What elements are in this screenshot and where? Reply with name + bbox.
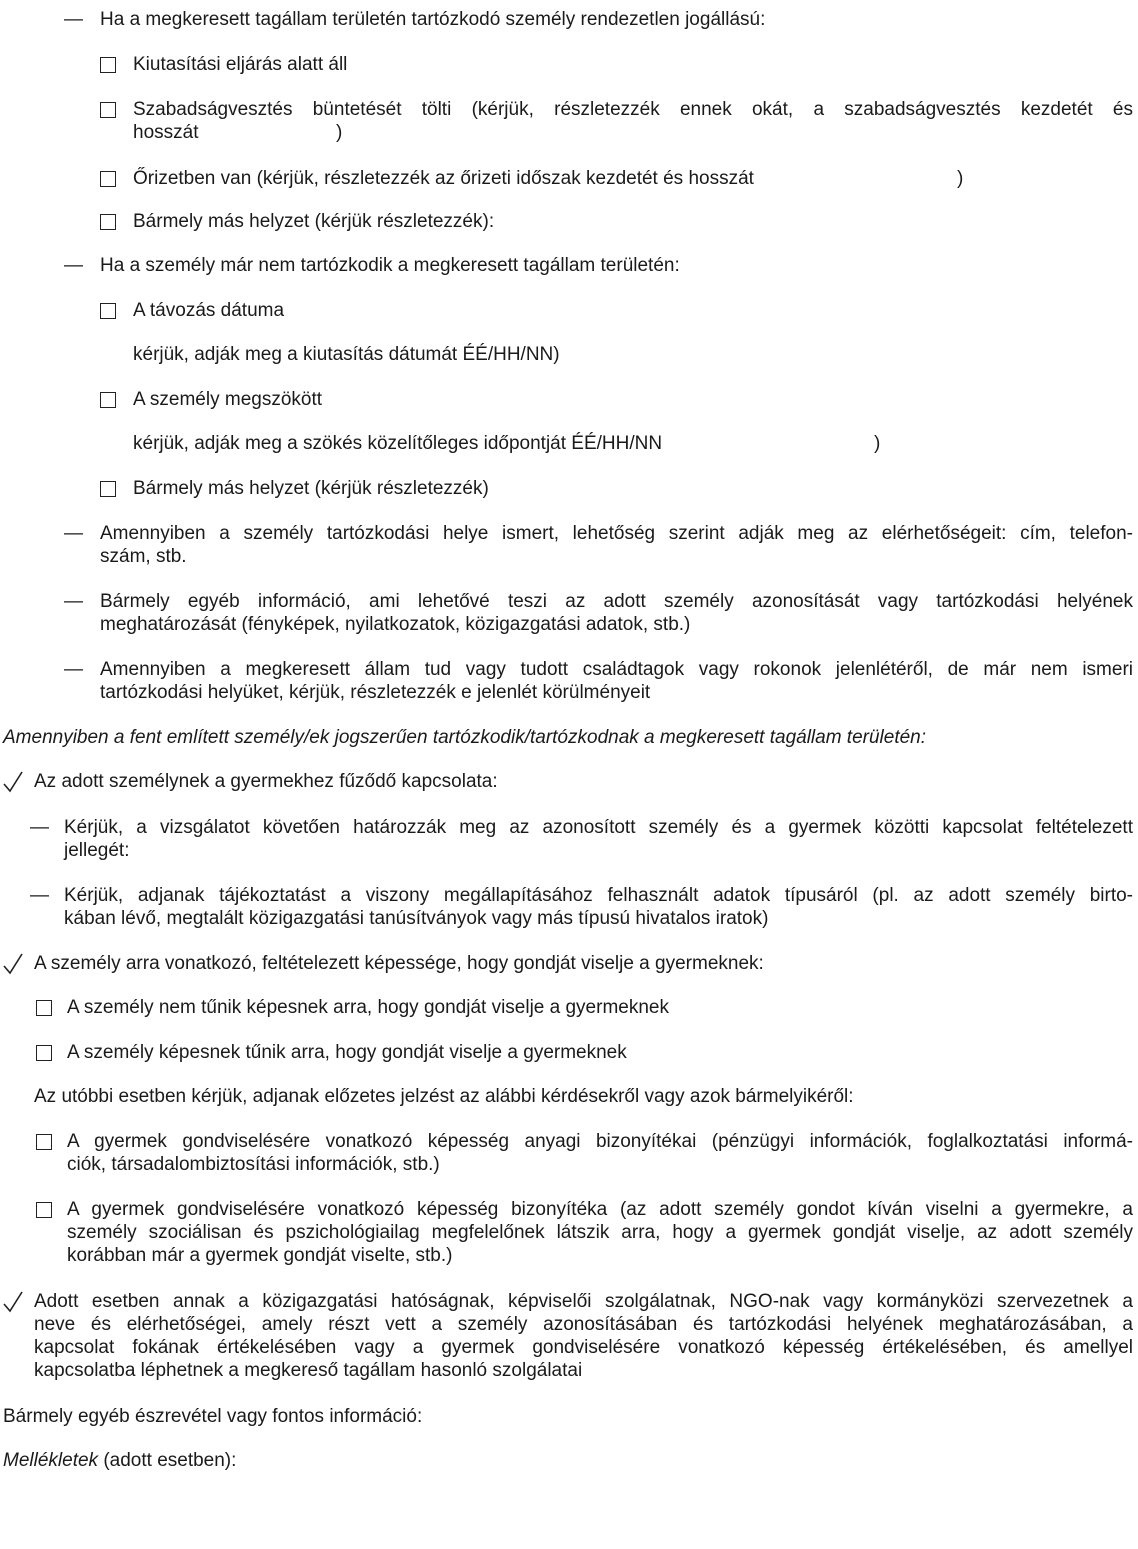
item-irregular-status-heading: Ha a megkeresett tagállam területén tartózkodó személy rendezetlen jogállású: — [100, 9, 766, 30]
checkbox-other-situation[interactable] — [100, 214, 116, 230]
text-escape-date-request: kérjük, adják meg a szökés közelítőleges időpontját ÉÉ/HH/NN — [133, 433, 663, 454]
item-authorities-line4: kapcsolatba léphetnek a megkereső tagállam hasonló szolgálatai — [34, 1360, 583, 1381]
label-absconded: A személy megszökött — [133, 389, 323, 410]
text-other-remarks: Bármely egyéb észrevétel vagy fontos információ: — [3, 1406, 423, 1427]
checkbox-care-evidence[interactable] — [36, 1202, 52, 1218]
label-financial-evidence-line2: ciók, társadalombiztosítási információk, stb.) — [67, 1154, 440, 1175]
checkmark-icon — [2, 769, 24, 795]
item-no-longer-resident-heading: Ha a személy már nem tartózkodik a megkeresett tagállam területén: — [100, 255, 680, 276]
checkbox-financial-evidence[interactable] — [36, 1134, 52, 1150]
checkbox-absconded[interactable] — [100, 392, 116, 408]
label-in-custody: Őrizetben van (kérjük, részletezzék az őrizeti időszak kezdetét és hosszát — [133, 168, 754, 189]
label-other-situation: Bármely más helyzet (kérjük részletezzék): — [133, 211, 495, 232]
closing-paren: ) — [336, 122, 343, 143]
item-relatives-line1: Amennyiben a megkeresett állam tud vagy tudott családtagok vagy rokonok jelenlétéről, de már nem ismeri — [100, 659, 1133, 680]
item-known-residence-line2: szám, stb. — [100, 546, 187, 567]
label-departure-date: A távozás dátuma — [133, 300, 285, 321]
checkbox-expulsion-procedure[interactable] — [100, 57, 116, 73]
label-financial-evidence-line1: A gyermek gondviselésére vonatkozó képesség anyagi bizonyítékai (pénzügyi információk, foglalkoztatási informá- — [67, 1131, 1133, 1152]
dash-bullet: — — [64, 523, 83, 544]
checkbox-serving-sentence[interactable] — [100, 102, 116, 118]
label-care-evidence-line3: korábban már a gyermek gondját viselte, stb.) — [67, 1245, 453, 1266]
dash-bullet: — — [64, 255, 83, 276]
item-other-info-line1: Bármely egyéb információ, ami lehetővé teszi az adott személy azonosítását vagy tartózkodási helyének — [100, 591, 1133, 612]
item-relationship-heading: Az adott személynek a gyermekhez fűződő kapcsolata: — [34, 771, 498, 792]
label-capable: A személy képesnek tűnik arra, hogy gondját viselje a gyermeknek — [67, 1042, 627, 1063]
dash-bullet: — — [64, 591, 83, 612]
text-annexes — [3, 1449, 236, 1473]
item-relationship-nature-line2: jellegét: — [64, 840, 130, 861]
text-annexes-note: (adott esetben): — [98, 1450, 237, 1471]
item-authorities-line1: Adott esetben annak a közigazgatási hatóságnak, képviselői szolgálatnak, NGO-nak vagy kormányközi szervezetnek a — [34, 1291, 1133, 1312]
section-heading-lawful-residence: Amennyiben a fent említett személy/ek jogszerűen tartózkodik/tartózkodnak a megkeresett tagállam területén: — [3, 727, 927, 748]
dash-bullet: — — [64, 659, 83, 680]
checkbox-not-capable[interactable] — [36, 1000, 52, 1016]
label-expulsion-procedure: Kiutasítási eljárás alatt áll — [133, 54, 348, 75]
item-relationship-nature-line1: Kérjük, a vizsgálatot követően határozzák meg az azonosított személy és a gyermek közötti kapcsolat feltételezett — [64, 817, 1133, 838]
checkbox-other-situation-2[interactable] — [100, 481, 116, 497]
item-other-info-line2: meghatározását (fényképek, nyilatkozatok, közigazgatási adatok, stb.) — [100, 614, 691, 635]
closing-paren: ) — [874, 433, 881, 454]
label-other-situation-2: Bármely más helyzet (kérjük részletezzék) — [133, 478, 489, 499]
item-data-types-line2: kában lévő, megtalált közigazgatási tanúsítványok vagy más típusú hivatalos iratok) — [64, 908, 769, 929]
label-serving-sentence-line1: Szabadságvesztés büntetését tölti (kérjük, részletezzék ennek okát, a szabadságvesztés kezdetét és — [133, 99, 1133, 120]
label-care-evidence-line1: A gyermek gondviselésére vonatkozó képesség bizonyítéka (az adott személy gondot kíván viselni a gyermekre, a — [67, 1199, 1133, 1220]
item-capability-heading: A személy arra vonatkozó, feltételezett képessége, hogy gondját viselje a gyermeknek: — [34, 953, 764, 974]
label-not-capable: A személy nem tűnik képesnek arra, hogy gondját viselje a gyermeknek — [67, 997, 669, 1018]
dash-bullet: — — [30, 817, 49, 838]
checkbox-in-custody[interactable] — [100, 171, 116, 187]
checkbox-departure-date[interactable] — [100, 303, 116, 319]
item-relatives-line2: tartózkodási helyüket, kérjük, részletezzék e jelenlét körülményeit — [100, 682, 651, 703]
dash-bullet: — — [64, 9, 83, 30]
text-preliminary-indication: Az utóbbi esetben kérjük, adjanak előzetes jelzést az alábbi kérdésekről vagy azok bármelyikéről: — [34, 1086, 854, 1107]
label-serving-sentence-line2: hosszát — [133, 122, 199, 143]
item-data-types-line1: Kérjük, adjanak tájékoztatást a viszony megállapításához felhasznált adatok típusáról (pl. az adott személy birto- — [64, 885, 1133, 906]
checkbox-capable[interactable] — [36, 1045, 52, 1061]
checkmark-icon — [2, 951, 24, 977]
text-annexes-label: Mellékletek — [3, 1450, 99, 1471]
checkmark-icon — [2, 1289, 24, 1315]
dash-bullet: — — [30, 885, 49, 906]
text-expulsion-date-request: kérjük, adják meg a kiutasítás dátumát ÉÉ/HH/NN) — [133, 344, 560, 365]
closing-paren: ) — [957, 168, 964, 189]
item-authorities-line3: kapcsolat fokának értékelésében vagy a gyermek gondviselésére vonatkozó képesség értékelésében, és amellyel — [34, 1337, 1133, 1358]
label-care-evidence-line2: személy szociálisan és pszichológiailag megfelelőnek látszik arra, hogy a gyermek gondját viselje, az adott személy — [67, 1222, 1133, 1243]
item-authorities-line2: neve és elérhetőségei, amely részt vett a személy azonosításában és tartózkodási helyének meghatározásában, a — [34, 1314, 1133, 1335]
item-known-residence-line1: Amennyiben a személy tartózkodási helye ismert, lehetőség szerint adják meg az elérhetőségeit: cím, telefon- — [100, 523, 1133, 544]
